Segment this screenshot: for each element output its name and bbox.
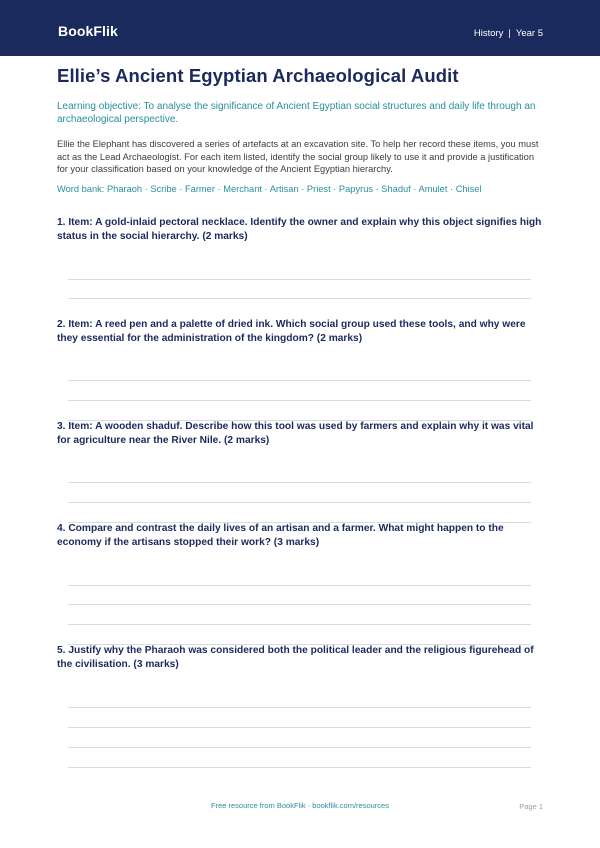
worksheet-title: Ellie’s Ancient Egyptian Archaeological Audit: [57, 65, 459, 86]
subject-label: History: [473, 28, 504, 39]
brand-logo[interactable]: BookFlik: [58, 23, 118, 39]
answer-line[interactable]: [68, 400, 531, 401]
question-5: 5. Justify why the Pharaoh was considered both the political leader and the religious figurehead of the civilisation. (3 marks): [57, 645, 534, 670]
answer-line[interactable]: [68, 624, 531, 625]
intro-paragraph: Ellie the Elephant has discovered a series of artefacts at an excavation site. To help her record these items, you must act as the Lead Archaeologist. For each item listed, identify the social group likely to use it and provide a justification for your classification based on your knowledge of the Ancient Egyptian hierarchy.: [57, 139, 539, 174]
question-1: 1. Item: A gold-inlaid pectoral necklace. Identify the owner and explain why this object signifies high status in the social hierarchy. (2 marks): [57, 217, 542, 242]
answer-line[interactable]: [68, 585, 531, 586]
answer-line[interactable]: [68, 279, 531, 280]
question-3: 3. Item: A wooden shaduf. Describe how this tool was used by farmers and explain why it was vital for agriculture near the River Nile. (2 marks): [57, 421, 534, 446]
question-2: 2. Item: A reed pen and a palette of dried ink. Which social group used these tools, and why were they essential for the administration of the kingdom? (2 marks): [57, 319, 526, 344]
separator: |: [508, 28, 511, 39]
header-bar: [0, 0, 600, 56]
learning-objective: Learning objective: To analyse the significance of Ancient Egyptian social structures and daily life through an archaeological perspective.: [57, 101, 536, 125]
answer-line[interactable]: [68, 767, 531, 768]
subject-year-label: [474, 28, 543, 39]
answer-line[interactable]: [68, 604, 531, 605]
answer-line[interactable]: [68, 747, 531, 748]
answer-line[interactable]: [68, 502, 531, 503]
answer-line[interactable]: [68, 707, 531, 708]
page-number: Page 1: [519, 802, 543, 811]
answer-line[interactable]: [68, 727, 531, 728]
footer-resource-link[interactable]: Free resource from BookFlik · bookflik.com/resources: [211, 801, 389, 810]
answer-line[interactable]: [68, 298, 531, 299]
answer-line[interactable]: [68, 482, 531, 483]
question-4: 4. Compare and contrast the daily lives of an artisan and a farmer. What might happen to the economy if the artisans stopped their work? (3 marks): [57, 523, 504, 548]
answer-line[interactable]: [68, 380, 531, 381]
year-label: Year 5: [515, 28, 543, 39]
word-bank: Word bank: Pharaoh · Scribe · Farmer · Merchant · Artisan · Priest · Papyrus · Shaduf · Amulet · Chisel: [57, 184, 482, 194]
